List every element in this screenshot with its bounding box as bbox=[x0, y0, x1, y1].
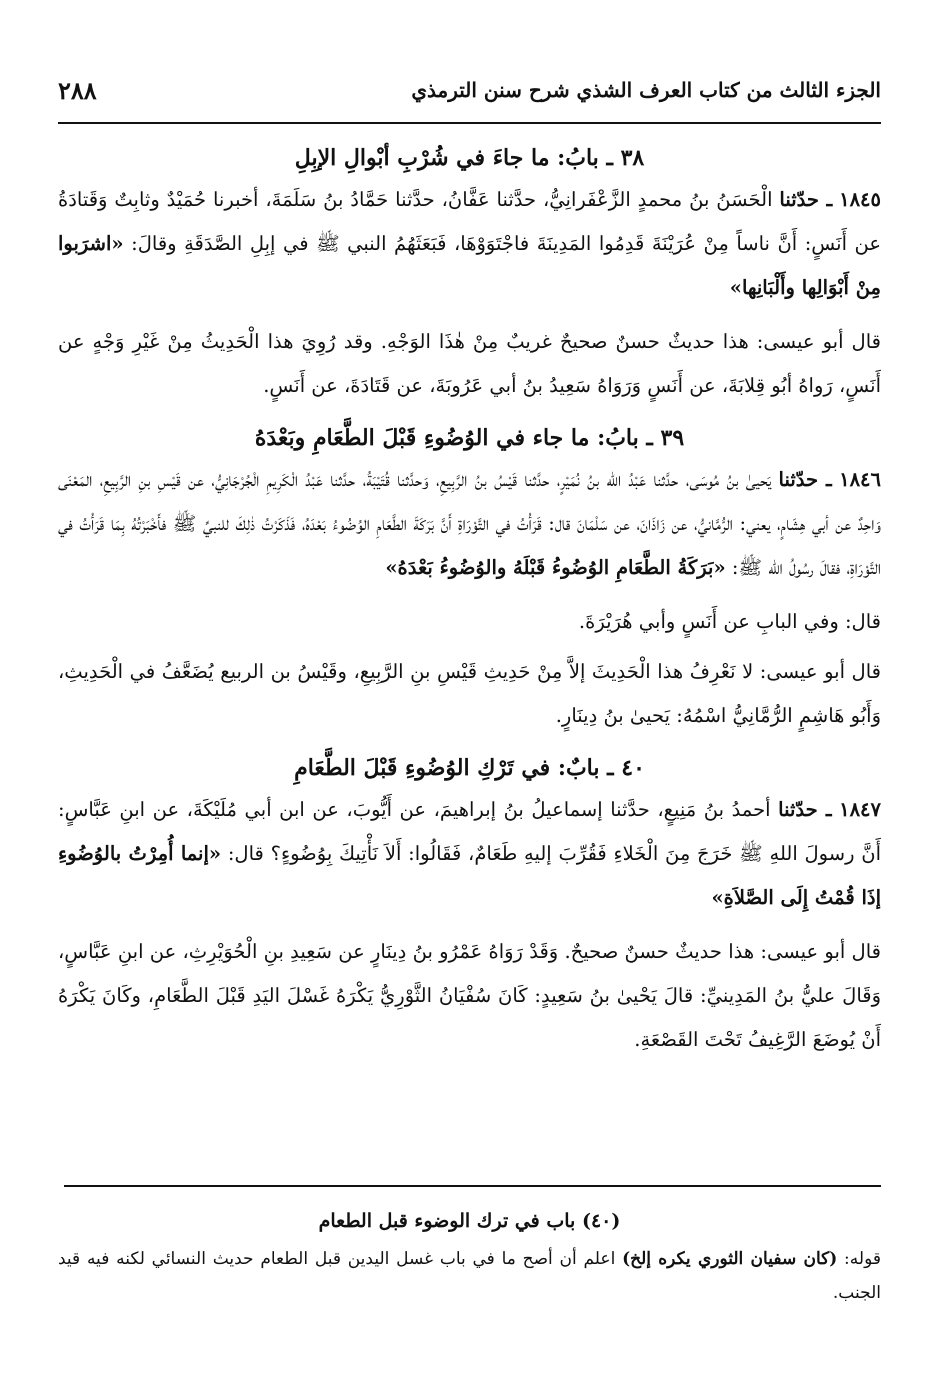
chapter-heading-40: ٤٠ ـ بابٌ: في تَرْكِ الوُضُوءِ قَبْلَ الطَّعَامِ bbox=[294, 755, 645, 781]
hadith-text: أحمدُ بنُ مَنِيعٍ، حدَّثنا إسماعيلُ بنُ إبراهيمَ، عن أَيُّوبَ، عن ابن أبي مُلَيْكَةَ، عن ابنِ عَبَّاسٍ: أَنَّ رسولَ اللهِ ﷺ خَرَجَ مِنَ الْخَلاءِ فَقُرِّبَ إليهِ طَعَامٌ، فَقَالُوا: أَلاَ نَأْتِيكَ بِوُضُوءٍ؟ قال: bbox=[58, 798, 881, 865]
footnotes bbox=[58, 1200, 881, 1310]
hadith-number: ١٨٤٥ bbox=[839, 188, 882, 211]
footnote-quote: (كان سفيان الثوري يكره إلخ) bbox=[622, 1249, 838, 1269]
footnote-body: اعلم أن أصح ما في باب غسل اليدين قبل الطعام حديث النسائي لكنه فيه قيد الجنب. bbox=[58, 1249, 881, 1303]
chapter-heading-39: ٣٩ ـ بابُ: ما جاء في الوُضُوءِ قَبْلَ الطَّعَامِ وبَعْدَهُ bbox=[254, 425, 685, 451]
commentary: قال أبو عيسى: هذا حديثٌ حسنٌ صحيحٌ غريبٌ مِنْ هٰذَا الوَجْهِ. وقد رُوِيَ هذا الْحَدِيثُ مِنْ غَيْرِ وَجْهٍ عن أَنَسٍ، رَواهُ أبُو قِلابَةَ، عن أَنَسٍ وَرَوَاهُ سَعِيدُ بنُ أبي عَرُوبَةَ، عن قَتَادَةَ، عن أَنَسٍ. bbox=[58, 330, 881, 397]
hadith-1845: ١٨٤٥ ـ حدّثنا الْحَسَنُ بنُ محمدٍ الزَّعْفَرانِيُّ، حدَّثنا عَفَّانُ، حدَّثنا حَمَّادُ بنُ سَلَمَةَ، أخبرنا حُمَيْدٌ وثابِتٌ وَقَتادَةُ عن أَنَسٍ: أَنَّ ناساً مِنْ عُرَيْنَةَ قَدِمُوا المَدِينَةَ فاجْتَوَوْهَا، فَبَعَثَهُمُ النبي ﷺ في إبِلِ الصَّدَقَةِ وقالَ: «اشرَبوا مِنْ أَبْوَالِها وأَلْبَانِها» bbox=[58, 188, 882, 299]
hadith-lead: حدّثنا bbox=[778, 798, 818, 821]
hadith-lead: حدّثنا bbox=[779, 188, 819, 211]
footnote-rule bbox=[64, 1185, 881, 1187]
hadith-lead: حدّثنا bbox=[778, 468, 819, 491]
footnote-heading: (٤٠) باب في ترك الوضوء قبل الطعام bbox=[318, 1210, 621, 1232]
page-header bbox=[58, 70, 881, 110]
hadith-quote: «اشرَبوا مِنْ أَبْوَالِها وأَلْبَانِها» bbox=[58, 232, 881, 299]
page-number: ٢٨٨ bbox=[58, 75, 97, 105]
commentary: قال: وفي البابِ عن أَنَسٍ وأبي هُرَيْرَةَ. bbox=[578, 610, 881, 633]
hadith-1846: ١٨٤٦ ـ حدّثنا يَحيىٰ بنُ مُوسَى، حدَّثنا عَبْدُ الله بنُ نُمَيْرٍ، حدَّثنا قَيْسُ بنُ الرَّبِيعِ، وَحدَّثنا قُتَيْبَةُ، حدَّثنا عَبْدُ الْكَرِيمِ الْجُرْجَانِيُّ، عن قَيْسِ بنِ الرَّبِيعِ، المَعْنَى وَاحِدٌ عن أبي هِشَامٍ، يعني: الرُّمَّانيُّ، عن زَاذَانَ، عن سَلْمَانَ قال: قَرَأْتُ في التَّوْرَاةِ أَنَّ بَرَكَةَ الطَّعَامِ الوُضُوءُ بَعْدَهُ، فَذَكَرْتُ ذٰلِكَ للنبيِّ ﷺ فأَخْبَرْتُهُ بِمَا قَرَأْتُ في التَّوْرَاةِ، فقالَ رسُولُ الله ﷺ: «بَرَكَةُ الطَّعَامِ الوُضُوءُ قَبْلَهُ والوُضُوءُ بَعْدَهُ» bbox=[58, 468, 882, 579]
commentary: قال أبو عيسى: لا نَعْرِفُ هذا الْحَدِيثَ إلاَّ مِنْ حَدِيثِ قَيْسِ بنِ الرَّبِيعِ، وقَيْسُ بن الربيع يُضَعَّفُ في الْحَدِيثِ، وَأَبُو هَاشِمٍ الرُّمَّانِيُّ اسْمُهُ: يَحيىٰ بنُ دِينَارٍ. bbox=[58, 660, 881, 727]
footnote-text bbox=[58, 1242, 881, 1310]
hadith-1847: ١٨٤٧ ـ حدّثنا أحمدُ بنُ مَنِيعٍ، حدَّثنا إسماعيلُ بنُ إبراهيمَ، عن أَيُّوبَ، عن ابن أبي مُلَيْكَةَ، عن ابنِ عَبَّاسٍ: أَنَّ رسولَ اللهِ ﷺ خَرَجَ مِنَ الْخَلاءِ فَقُرِّبَ إليهِ طَعَامٌ، فَقَالُوا: أَلاَ نَأْتِيكَ بِوُضُوءٍ؟ قال: «إنما أُمِرْتُ بالوُضُوءِ إذَا قُمْتُ إِلَى الصَّلاَةِ» bbox=[58, 798, 881, 909]
hadith-quote: «بَرَكَةُ الطَّعَامِ الوُضُوءُ قَبْلَهُ والوُضُوءُ بَعْدَهُ» bbox=[385, 556, 726, 579]
hadith-text: الْحَسَنُ بنُ محمدٍ الزَّعْفَرانِيُّ، حدَّثنا عَفَّانُ، حدَّثنا حَمَّادُ بنُ سَلَمَةَ، أخبرنا حُمَيْدٌ وثابِتٌ وَقَتادَةُ عن أَنَسٍ: أَنَّ ناساً مِنْ عُرَيْنَةَ قَدِمُوا المَدِينَةَ فاجْتَوَوْهَا، فَبَعَثَهُمُ النبي ﷺ في إبِلِ الصَّدَقَةِ وقالَ: bbox=[58, 188, 881, 255]
commentary: قال أبو عيسى: هذا حديثٌ حسنٌ صحيحٌ. وَقَدْ رَوَاهُ عَمْرُو بنُ دِينَارٍ عن سَعِيدِ بنِ الْحُوَيْرِثِ، عن ابنِ عَبَّاسٍ، وَقَالَ عليُّ بنُ المَدِينيِّ: قالَ يَحْيىٰ بنُ سَعِيدٍ: كَانَ سُفْيَانُ الثَّوْرِيُّ يَكْرَهُ غَسْلَ اليَدِ قَبْلَ الطَّعَامِ، وكَانَ يَكْرَهُ أَنْ يُوضَعَ الرَّغِيفُ تَحْتَ القَصْعَةِ. bbox=[58, 940, 881, 1051]
hadith-number: ١٨٤٧ bbox=[839, 798, 881, 821]
hadith-text: يَحيىٰ بنُ مُوسَى، حدَّثنا عَبْدُ الله بنُ نُمَيْرٍ، حدَّثنا قَيْسُ بنُ الرَّبِيعِ، وَحدَّثنا قُتَيْبَةُ، حدَّثنا عَبْدُ الْكَرِيمِ الْجُرْجَانِيُّ، عن قَيْسِ بنِ الرَّبِيعِ، المَعْنَى وَاحِدٌ عن أبي هِشَامٍ، يعني: الرُّمَّانيُّ، عن زَاذَانَ، عن سَلْمَانَ قال: قَرَأْتُ في التَّوْرَاةِ أَنَّ بَرَكَةَ الطَّعَامِ الوُضُوءُ بَعْدَهُ، فَذَكَرْتُ ذٰلِكَ للنبيِّ ﷺ فأَخْبَرْتُهُ بِمَا قَرَأْتُ في التَّوْرَاةِ، فقالَ رسُولُ الله ﷺ: bbox=[58, 468, 881, 579]
chapter-heading-38: ٣٨ ـ بابُ: ما جاءَ في شُرْبِ أبْوالِ الإبِلِ bbox=[294, 145, 645, 171]
running-title: الجزء الثالث من كتاب العرف الشذي شرح سنن الترمذي bbox=[411, 78, 881, 102]
footnote-lead: قوله: bbox=[844, 1249, 881, 1269]
header-rule bbox=[58, 122, 881, 124]
main-text bbox=[58, 138, 881, 1072]
hadith-quote: «إنما أُمِرْتُ بالوُضُوءِ إذَا قُمْتُ إِلَى الصَّلاَةِ» bbox=[58, 842, 881, 909]
hadith-number: ١٨٤٦ bbox=[839, 468, 882, 491]
